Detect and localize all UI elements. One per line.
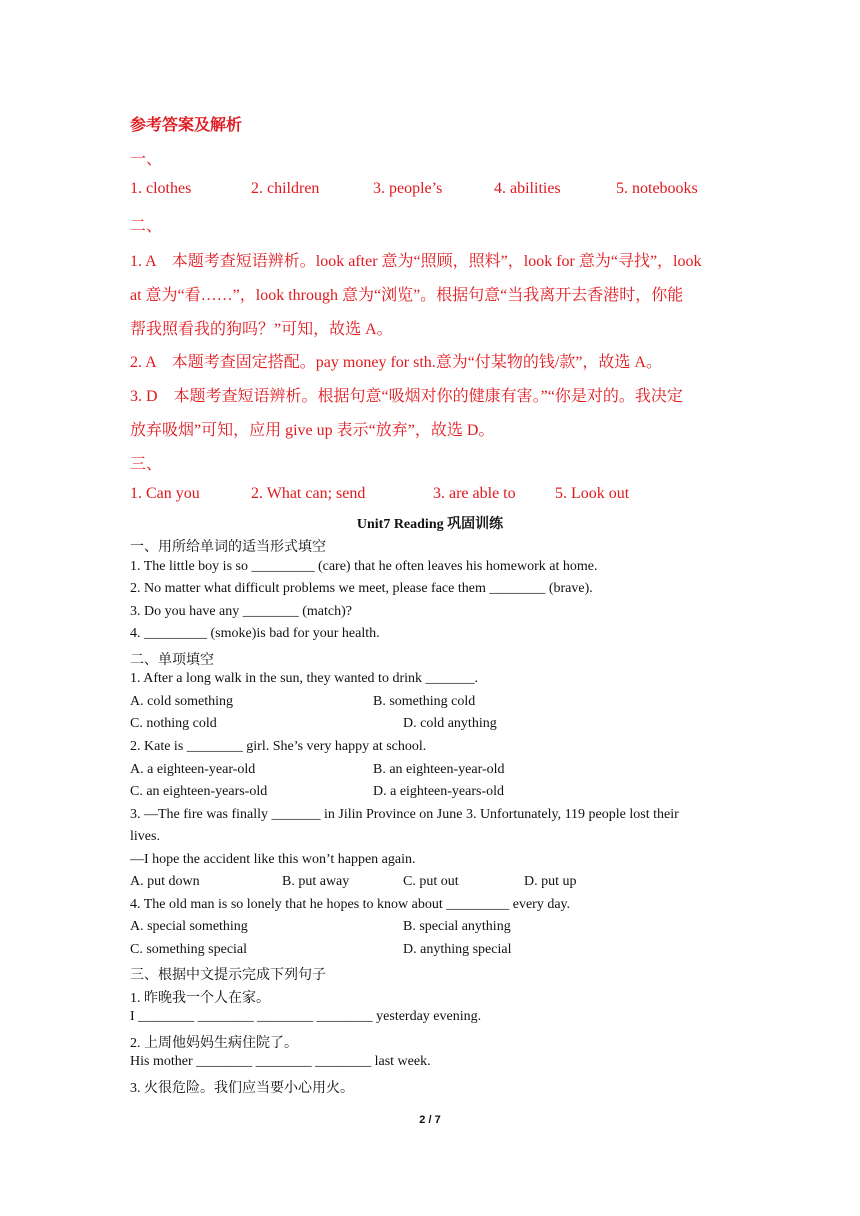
exercise-title: Unit7 Reading 巩固训练 <box>356 517 504 532</box>
part-2-heading: 二、单项填空 <box>130 653 214 668</box>
answer-item: 5. notebooks <box>616 180 698 197</box>
section-1-heading: 一、 <box>130 151 163 168</box>
answer-item: 1. Can you <box>130 485 200 502</box>
fill-question: 4. _________ (smoke)is bad for your health. <box>130 626 380 641</box>
option-c: C. put out <box>403 874 459 889</box>
option-d: D. a eighteen-years-old <box>373 784 504 799</box>
explanation-line: 放弃吸烟”可知，应用 give up 表示“放弃”，故选 D。 <box>130 422 495 439</box>
option-b: B. something cold <box>373 694 476 709</box>
translation-blank: I ________ ________ ________ ________ yesterday evening. <box>130 1009 482 1024</box>
answer-item: 1. clothes <box>130 180 192 197</box>
answers-title: 参考答案及解析 <box>130 117 243 134</box>
part-1-heading: 一、用所给单词的适当形式填空 <box>130 540 326 555</box>
option-c: C. nothing cold <box>130 716 217 731</box>
option-d: D. anything special <box>403 942 512 957</box>
fill-question: 2. No matter what difficult problems we meet, please face them ________ (brave). <box>130 581 593 596</box>
option-d: D. cold anything <box>403 716 497 731</box>
option-a: A. cold something <box>130 694 234 709</box>
explanation-line: 2. A 本题考查固定搭配。pay money for sth.意为“付某物的钱/款”，故选 A。 <box>130 354 662 371</box>
option-b: B. put away <box>282 874 350 889</box>
explanation-line: 1. A 本题考查短语辨析。look after 意为“照顾，照料”，look for 意为“寻找”，look <box>130 253 702 270</box>
fill-question: 3. Do you have any ________ (match)? <box>130 604 352 619</box>
answer-item: 5. Look out <box>555 485 630 502</box>
answer-item: 3. people’s <box>373 180 443 197</box>
option-a: A. special something <box>130 919 248 934</box>
option-b: B. special anything <box>403 919 511 934</box>
option-d: D. put up <box>524 874 577 889</box>
answer-item: 2. What can; send <box>251 485 366 502</box>
option-b: B. an eighteen-year-old <box>373 762 505 777</box>
answer-item: 3. are able to <box>433 485 516 502</box>
mc-question-dialogue: —I hope the accident like this won’t happen again. <box>130 852 416 867</box>
mc-question-stem: 2. Kate is ________ girl. She’s very happy at school. <box>130 739 427 754</box>
section-3-heading: 三、 <box>130 456 163 473</box>
explanation-line: 3. D 本题考查短语辨析。根据句意“吸烟对你的健康有害。”“你是对的。我决定 <box>130 388 683 405</box>
translation-prompt: 3. 火很危险。我们应当要小心用火。 <box>130 1081 354 1096</box>
section-2-heading: 二、 <box>130 218 163 235</box>
part-3-heading: 三、根据中文提示完成下列句子 <box>130 968 326 983</box>
mc-question-stem: 3. —The fire was finally _______ in Jilin Province on June 3. Unfortunately, 119 people lost their <box>130 807 679 822</box>
mc-question-stem: 4. The old man is so lonely that he hopes to know about _________ every day. <box>130 897 571 912</box>
translation-blank: His mother ________ ________ ________ last week. <box>130 1054 431 1069</box>
fill-question: 1. The little boy is so _________ (care) that he often leaves his homework at home. <box>130 559 598 574</box>
explanation-line: 帮我照看我的狗吗？”可知，故选 A。 <box>130 321 393 338</box>
option-c: C. an eighteen-years-old <box>130 784 268 799</box>
option-a: A. a eighteen-year-old <box>130 762 256 777</box>
mc-question-stem-cont: lives. <box>130 829 160 844</box>
explanation-line: at 意为“看……”，look through 意为“浏览”。根据句意“当我离开去香港时，你能 <box>130 287 684 304</box>
translation-prompt: 1. 昨晚我一个人在家。 <box>130 991 270 1006</box>
answer-item: 2. children <box>251 180 320 197</box>
mc-question-stem: 1. After a long walk in the sun, they wanted to drink _______. <box>130 671 478 686</box>
answer-item: 4. abilities <box>494 180 561 197</box>
page-number: 2 / 7 <box>419 1114 441 1126</box>
option-c: C. something special <box>130 942 248 957</box>
translation-prompt: 2. 上周他妈妈生病住院了。 <box>130 1036 298 1051</box>
option-a: A. put down <box>130 874 200 889</box>
